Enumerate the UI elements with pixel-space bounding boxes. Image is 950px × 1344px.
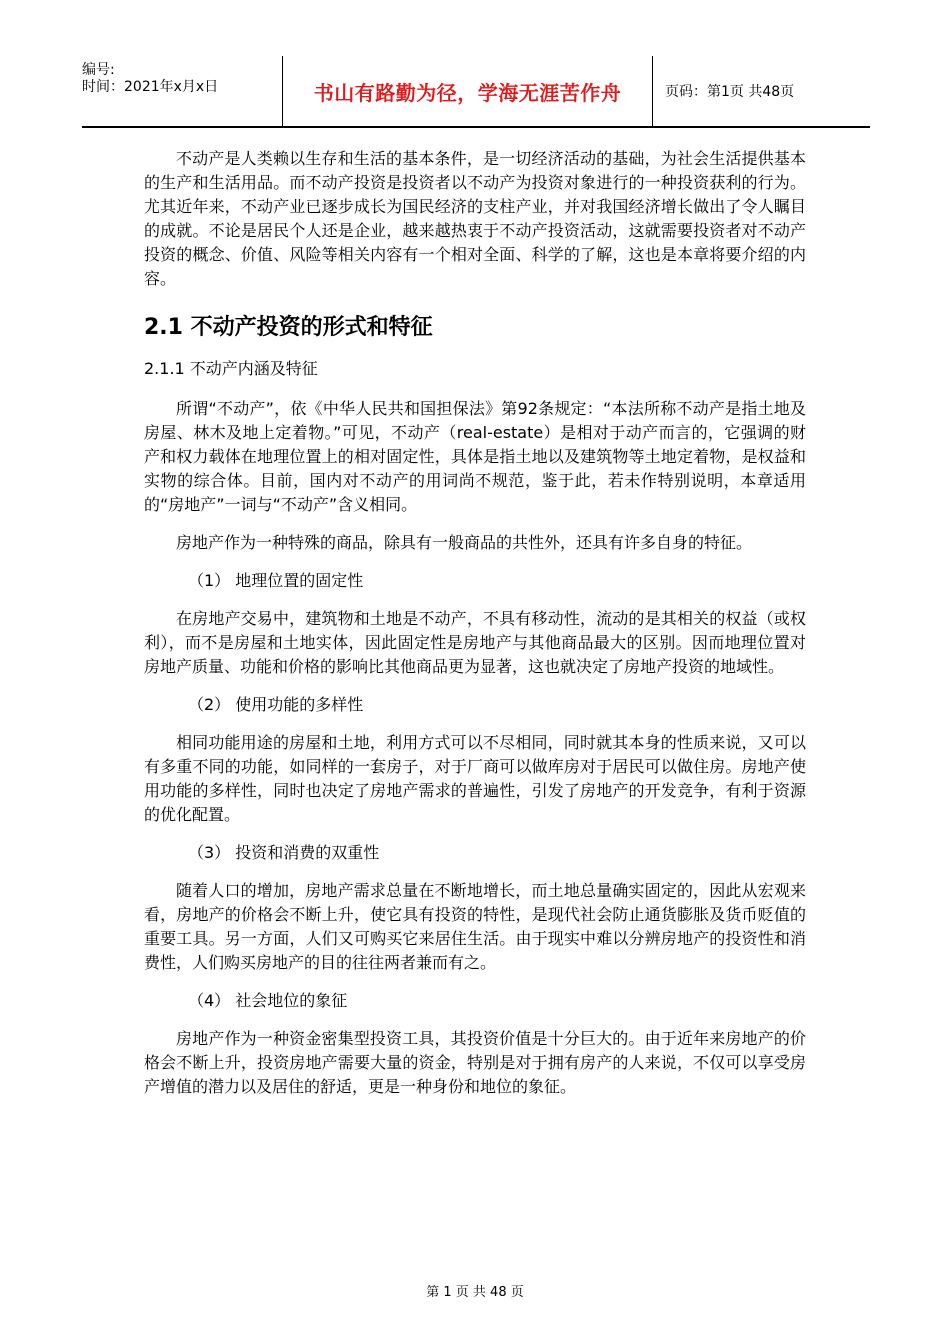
feature-paragraph-3: 随着人口的增加，房地产需求总量在不断地增长，而土地总量确实固定的，因此从宏观来看，房地产的价格会不断上升，使它具有投资的特性，是现代社会防止通货膨胀及货币贬值的重要工具。另一方面，人们又可购买它来居住生活。由于现实中难以分辨房地产的投资性和消费性，人们购买房地产的目的往往两者兼而有之。: [144, 881, 806, 972]
feature-heading-2: （2） 使用功能的多样性: [188, 695, 364, 714]
page-header: [82, 56, 870, 128]
definition-paragraph: 所谓“不动产”，依《中华人民共和国担保法》第92条规定：“本法所称不动产是指土地及房屋、林木及地上定着物。”可见，不动产（real-estate）是相对于动产而言的，它强调的财产和权力载体在地理位置上的相对固定性，具体是指土地以及建筑物等土地定着物，是权益和实物的综合体。目前，国内对不动产的用词尚不规范，鉴于此，若未作特别说明，本章适用的“房地产”一词与“不动产”含义相同。: [144, 399, 806, 514]
doc-date: 时间：2021年x月x日: [82, 79, 219, 95]
feature-paragraph-1: 在房地产交易中，建筑物和土地是不动产，不具有移动性，流动的是其相关的权益（或权利），而不是房屋和土地实体，因此固定性是房地产与其他商品最大的区别。因而地理位置对房地产质量、功能和价格的影响比其他商品更为显著，这也就决定了房地产投资的地域性。: [144, 609, 806, 676]
feature-paragraph-2: 相同功能用途的房屋和土地，利用方式可以不尽相同，同时就其本身的性质来说，又可以有多重不同的功能，如同样的一套房子，对于厂商可以做库房对于居民可以做住房。房地产使用功能的多样性，同时也决定了房地产需求的普遍性，引发了房地产的开发竞争，有利于资源的优化配置。: [144, 733, 806, 824]
section-title: 2.1 不动产投资的形式和特征: [144, 315, 433, 340]
feature-paragraph-4: 房地产作为一种资金密集型投资工具，其投资价值是十分巨大的。由于近年来房地产的价格会不断上升，投资房地产需要大量的资金，特别是对于拥有房产的人来说，不仅可以享受房产增值的潜力以及居住的舒适，更是一种身份和地位的象征。: [144, 1029, 806, 1096]
header-meta: [82, 56, 282, 126]
feature-heading-3: （3） 投资和消费的双重性: [188, 843, 380, 862]
page-footer: 第 1 页 共 48 页: [426, 1285, 524, 1300]
intro-paragraph: 不动产是人类赖以生存和生活的基本条件，是一切经济活动的基础，为社会生活提供基本的生产和生活用品。而不动产投资是投资者以不动产为投资对象进行的一种投资获利的行为。尤其近年来，不动产业已逐步成长为国民经济的支柱产业，并对我国经济增长做出了令人瞩目的成就。不论是居民个人还是企业，越来越热衷于不动产投资活动，这就需要投资者对不动产投资的概念、价值、风险等相关内容有一个相对全面、科学的了解，这也是本章将要介绍的内容。: [144, 149, 806, 288]
subsection-title: 2.1.1 不动产内涵及特征: [144, 359, 318, 378]
header-page-info: 页码：第1页 共48页: [665, 84, 795, 100]
doc-number-label: 编号:: [82, 62, 115, 78]
feature-heading-4: （4） 社会地位的象征: [188, 991, 348, 1010]
document-body: [144, 147, 806, 1113]
features-intro-paragraph: 房地产作为一种特殊的商品，除具有一般商品的共性外，还具有许多自身的特征。: [176, 533, 753, 552]
header-motto: 书山有路勤为径，学海无涯苦作舟: [282, 56, 653, 126]
feature-heading-1: （1） 地理位置的固定性: [188, 571, 364, 590]
